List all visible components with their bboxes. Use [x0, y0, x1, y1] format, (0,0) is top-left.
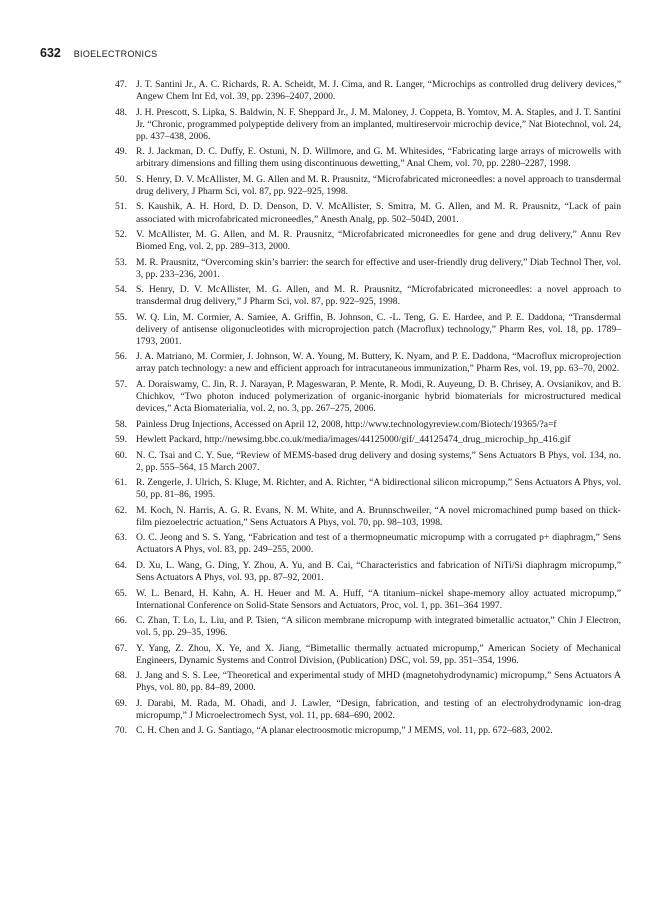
- reference-number: 56.: [115, 351, 127, 363]
- reference-number: 53.: [115, 256, 127, 268]
- reference-text: W. Q. Lin, M. Cormier, A. Samiee, A. Griffin, B. Johnson, C. -L. Teng, G. E. Hardee, and P. E. Daddona, “Transdermal delivery of antisense oligonucleotides with microprojection patch (Macroflux) technology,” Pharm Res, vol. 18, pp. 1789–1793, 2001.: [136, 311, 621, 347]
- reference-number: 51.: [115, 201, 127, 213]
- reference-number: 65.: [115, 587, 127, 599]
- reference-text: M. Koch, N. Harris, A. G. R. Evans, N. M. White, and A. Brunnschweiler, “A novel micromachined pump based on thick-film piezoelectric actuation,” Sens Actuators A Phys, vol. 70, pp. 98–103, 1998.: [136, 504, 621, 528]
- reference-number: 67.: [115, 642, 127, 654]
- reference-item: [115, 419, 621, 431]
- reference-item: [115, 560, 621, 584]
- reference-number: 58.: [115, 418, 127, 430]
- reference-item: [115, 434, 621, 446]
- reference-number: 70.: [115, 725, 127, 737]
- reference-text: C. H. Chen and J. G. Santiago, “A planar electroosmotic micropump,” J MEMS, vol. 11, pp. 672–683, 2002.: [136, 725, 553, 737]
- reference-item: [115, 79, 621, 103]
- reference-text: J. T. Santini Jr., A. C. Richards, R. A. Scheidt, M. J. Cima, and R. Langer, “Microchips as controlled drug delivery devices,” Angew Chem Int Ed, vol. 39, pp. 2396–2407, 2000.: [136, 79, 621, 103]
- reference-item: [115, 174, 621, 198]
- reference-number: 57.: [115, 378, 127, 390]
- reference-text: Hewlett Packard, http://newsimg.bbc.co.uk/media/images/44125000/gif/_44125474_drug_microchip_hp_416.gif: [136, 434, 571, 446]
- reference-item: [115, 588, 621, 612]
- reference-item: [115, 643, 621, 667]
- reference-item: [115, 615, 621, 639]
- reference-text: S. Henry, D. V. McAllister, M. G. Allen and M. R. Prausnitz, “Microfabricated microneedles: a novel approach to transdermal drug delivery, J Pharm Sci, vol. 87, pp. 922–925, 1998.: [136, 173, 621, 197]
- reference-text: J. A. Matriano, M. Cormier, J. Johnson, W. A. Young, M. Buttery, K. Nyam, and P. E. Daddona, “Macroflux microprojection array patch technology: a new and efficient approach for intracutaneous immunization,” Pharm Res, vol. 19, pp. 63–70, 2002.: [136, 351, 621, 375]
- reference-text: J. Darabi, M. Rada, M. Ohadi, and J. Lawler, “Design, fabrication, and testing of an electrohydrodynamic ion-drag micropump,” J Microelectromech Syst, vol. 11, pp. 684–690, 2002.: [136, 697, 621, 721]
- reference-item: [115, 146, 621, 170]
- page-number: 632: [40, 46, 61, 60]
- reference-text: R. Zengerle, J. Ulrich, S. Kluge, M. Richter, and A. Richter, “A bidirectional silicon micropump,” Sens Actuators A Phys, vol. 50, pp. 81–86, 1995.: [136, 477, 621, 501]
- reference-item: [115, 312, 621, 348]
- running-head: BIOELECTRONICS: [73, 49, 158, 59]
- reference-text: V. McAllister, M. G. Allen, and M. R. Prausnitz, “Microfabricated microneedles for gene and drug delivery,” Annu Rev Biomed Eng, vol. 2, pp. 289–313, 2000.: [136, 228, 621, 253]
- reference-number: 64.: [115, 559, 127, 571]
- reference-item: [115, 532, 621, 556]
- reference-text: W. L. Benard, H. Kahn, A. H. Heuer and M. A. Huff, “A titanium–nickel shape-memory alloy actuated micropump,” International Conference on Solid-State Sensors and Actuators, Proc, vol. 1, pp. 361–364 1997.: [136, 587, 621, 611]
- reference-number: 50.: [115, 173, 127, 185]
- reference-text: S. Henry, D. V. McAllister, M. G. Allen, and M. R. Prausnitz, “Microfabricated microneedles: a novel approach to transdermal drug delivery,” J Pharm Sci, vol. 87, pp. 922–925, 1998.: [136, 284, 621, 308]
- reference-number: 55.: [115, 311, 127, 323]
- reference-item: [115, 257, 621, 281]
- reference-item: [115, 670, 621, 694]
- reference-number: 52.: [115, 228, 127, 240]
- reference-item: [115, 229, 621, 253]
- reference-text: S. Kaushik, A. H. Hord, D. D. Denson, D. V. McAllister, S. Smitra, M. G. Allen, and M. R. Prausnitz, “Lack of pain associated with microfabricated microneedles,” Anesth Analg, pp. 502–504D, 2001.: [136, 201, 621, 225]
- reference-number: 62.: [115, 504, 127, 516]
- reference-item: [115, 698, 621, 722]
- reference-text: M. R. Prausnitz, “Overcoming skin’s barrier: the search for effective and user-friendly drug delivery,” Diab Technol Ther, vol. 3, pp. 233–236, 2001.: [136, 256, 621, 280]
- reference-text: D. Xu, L. Wang, G. Ding, Y. Zhou, A. Yu, and B. Cai, “Characteristics and fabrication of NiTi/Si diaphragm micropump,” Sens Actuators A Phys, vol. 93, pp. 87–92, 2001.: [136, 559, 621, 584]
- reference-text: R. J. Jackman, D. C. Duffy, E. Ostuni, N. D. Willmore, and G. M. Whitesides, “Fabricating large arrays of microwells with arbitrary dimensions and filling them using discontinuous dewetting,” Anal Chem, vol. 70, pp. 2280–2287, 1998.: [136, 146, 621, 170]
- reference-number: 66.: [115, 615, 127, 627]
- reference-number: 59.: [115, 434, 127, 446]
- reference-text: J. Jang and S. S. Lee, “Theoretical and experimental study of MHD (magnetohydrodynamic) micropump,” Sens Actuators A Phys, vol. 80, pp. 84–89, 2000.: [136, 670, 621, 694]
- reference-item: [115, 725, 621, 737]
- reference-number: 54.: [115, 284, 127, 296]
- reference-text: N. C. Tsai and C. Y. Sue, “Review of MEMS-based drug delivery and dosing systems,” Sens Actuators B Phys, vol. 134, no. 2, pp. 555–564, 15 March 2007.: [136, 449, 621, 473]
- reference-number: 47.: [115, 79, 127, 90]
- reference-item: [115, 284, 621, 308]
- reference-number: 63.: [115, 532, 127, 544]
- reference-item: [115, 379, 621, 415]
- reference-number: 60.: [115, 449, 127, 461]
- reference-item: [115, 450, 621, 474]
- reference-item: [115, 201, 621, 225]
- reference-number: 61.: [115, 477, 127, 489]
- reference-item: [115, 351, 621, 375]
- reference-number: 49.: [115, 146, 127, 158]
- reference-text: J. H. Prescott, S. Lipka, S. Baldwin, N. F. Sheppard Jr., J. M. Maloney, J. Coppeta, B. Yomtov, M. A. Staples, and J. T. Santini Jr. “Chronic, programmed polypeptide delivery from an implanted, multireservoir microchip device,” Nat Biotechnol, vol. 24, pp. 437–438, 2006.: [136, 106, 621, 142]
- reference-item: [115, 107, 621, 143]
- reference-text: A. Doraiswamy, C. Jin, R. J. Narayan, P. Mageswaran, P. Mente, R. Modi, R. Auyeung, D. B. Chrisey, A. Ovsianikov, and B. Chichkov, “Two photon induced polymerization of organic-inorganic hybrid biomaterials for microstructured medical devices,” Acta Biomaterialia, vol. 2, no. 3, pp. 267–275, 2006.: [136, 378, 621, 415]
- reference-number: 68.: [115, 670, 127, 682]
- reference-item: [115, 477, 621, 501]
- reference-text: Painless Drug Injections, Accessed on April 12, 2008, http://www.technologyreview.com/Biotech/19365/?a=f: [136, 418, 557, 430]
- page-header: [40, 46, 157, 60]
- reference-item: [115, 505, 621, 529]
- reference-list: [115, 79, 621, 741]
- reference-text: O. C. Jeong and S. S. Yang, “Fabrication and test of a thermopneumatic micropump with a corrugated p+ diaphragm,” Sens Actuators A Phys, vol. 83, pp. 249–255, 2000.: [136, 532, 621, 556]
- reference-text: C. Zhan, T. Lo, L. Liu, and P. Tsien, “A silicon membrane micropump with integrated bimetallic actuator,” Chin J Electron, vol. 5, pp. 29–35, 1996.: [136, 615, 621, 639]
- reference-number: 69.: [115, 697, 127, 709]
- reference-number: 48.: [115, 106, 127, 118]
- reference-text: Y. Yang, Z. Zhou, X. Ye, and X. Jiang, “Bimetallic thermally actuated micropump,” American Society of Mechanical Engineers, Dynamic Systems and Control Division, (Publication) DSC, vol. 59, pp. 351–354, 1996.: [136, 642, 621, 666]
